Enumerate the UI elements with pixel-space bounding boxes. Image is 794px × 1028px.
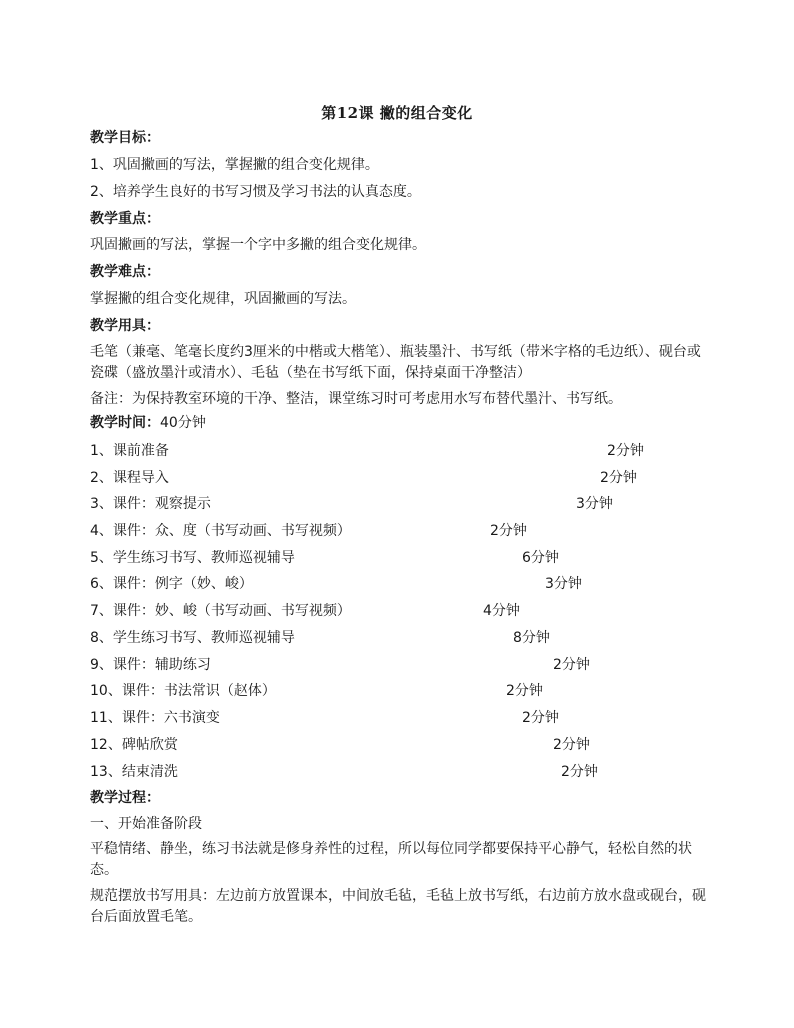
process-stage: 一、开始准备阶段 xyxy=(90,816,202,832)
key-points-text: 巩固撇画的写法，掌握一个字中多撇的组合变化规律。 xyxy=(90,237,426,253)
time-section xyxy=(90,412,710,434)
page-title: 第12课 撇的组合变化 xyxy=(321,104,473,122)
schedule-time: 3分钟 xyxy=(576,496,613,512)
schedule-time: 6分钟 xyxy=(522,550,559,566)
goal-item: 2、培养学生良好的书写习惯及学习书法的认真态度。 xyxy=(90,184,421,200)
schedule-item: 2、课程导入 xyxy=(90,470,169,486)
schedule-time: 2分钟 xyxy=(506,683,543,699)
process-paragraph: 平稳情绪、静坐，练习书法就是修身养性的过程，所以每位同学都要保持平心静气，轻松自然的状态。 xyxy=(90,841,692,878)
time-heading: 教学时间： xyxy=(90,415,160,431)
process-paragraph: 规范摆放书写用具：左边前方放置课本，中间放毛毡，毛毡上放书写纸，右边前方放水盘或砚台，砚台后面放置毛笔。 xyxy=(90,888,706,925)
schedule-item: 3、课件：观察提示 xyxy=(90,496,211,512)
difficulties-text: 掌握撇的组合变化规律，巩固撇画的写法。 xyxy=(90,291,356,307)
goal-item: 1、巩固撇画的写法，掌握撇的组合变化规律。 xyxy=(90,157,379,173)
schedule-item: 13、结束清洗 xyxy=(90,764,178,780)
tools-section xyxy=(90,315,710,410)
process-heading: 教学过程： xyxy=(90,790,160,806)
tools-heading: 教学用具： xyxy=(90,318,160,334)
schedule-item: 9、课件：辅助练习 xyxy=(90,657,211,673)
schedule-item: 5、学生练习书写、教师巡视辅导 xyxy=(90,550,295,566)
difficulties-heading: 教学难点： xyxy=(90,264,160,280)
schedule-time: 2分钟 xyxy=(522,710,559,726)
schedule-item: 8、学生练习书写、教师巡视辅导 xyxy=(90,630,295,646)
schedule-time: 2分钟 xyxy=(607,443,644,459)
schedule-time: 2分钟 xyxy=(553,737,590,753)
schedule-item: 7、课件：妙、峻（书写动画、书写视频） xyxy=(90,603,351,619)
tools-note: 备注：为保持教室环境的干净、整洁，课堂练习时可考虑用水写布替代墨汁、书写纸。 xyxy=(90,391,622,407)
schedule-item: 12、碑帖欣赏 xyxy=(90,737,178,753)
tools-text: 毛笔（兼毫、笔毫长度约3厘米的中楷或大楷笔）、瓶装墨汁、书写纸（带米字格的毛边纸）、砚台或瓷碟（盛放墨汁或清水）、毛毡（垫在书写纸下面，保持桌面干净整洁） xyxy=(90,344,701,381)
schedule-time: 2分钟 xyxy=(561,764,598,780)
goals-section xyxy=(90,127,710,203)
key-points-section xyxy=(90,208,710,256)
schedule-time: 2分钟 xyxy=(600,470,637,486)
schedule-item: 11、课件：六书演变 xyxy=(90,710,220,726)
schedule-item: 6、课件：例字（妙、峻） xyxy=(90,576,253,592)
difficulties-section xyxy=(90,261,710,310)
schedule-time: 2分钟 xyxy=(553,657,590,673)
schedule-item: 10、课件：书法常识（赵体） xyxy=(90,683,276,699)
schedule-item: 4、课件：众、度（书写动画、书写视频） xyxy=(90,523,351,539)
key-points-heading: 教学重点： xyxy=(90,211,160,227)
goals-heading: 教学目标： xyxy=(90,130,160,146)
schedule-time: 3分钟 xyxy=(545,576,582,592)
schedule-time: 2分钟 xyxy=(490,523,527,539)
schedule-time: 4分钟 xyxy=(483,603,520,619)
schedule-time: 8分钟 xyxy=(513,630,550,646)
time-value: 40分钟 xyxy=(160,415,206,431)
schedule-item: 1、课前准备 xyxy=(90,443,169,459)
process-section xyxy=(90,787,710,928)
